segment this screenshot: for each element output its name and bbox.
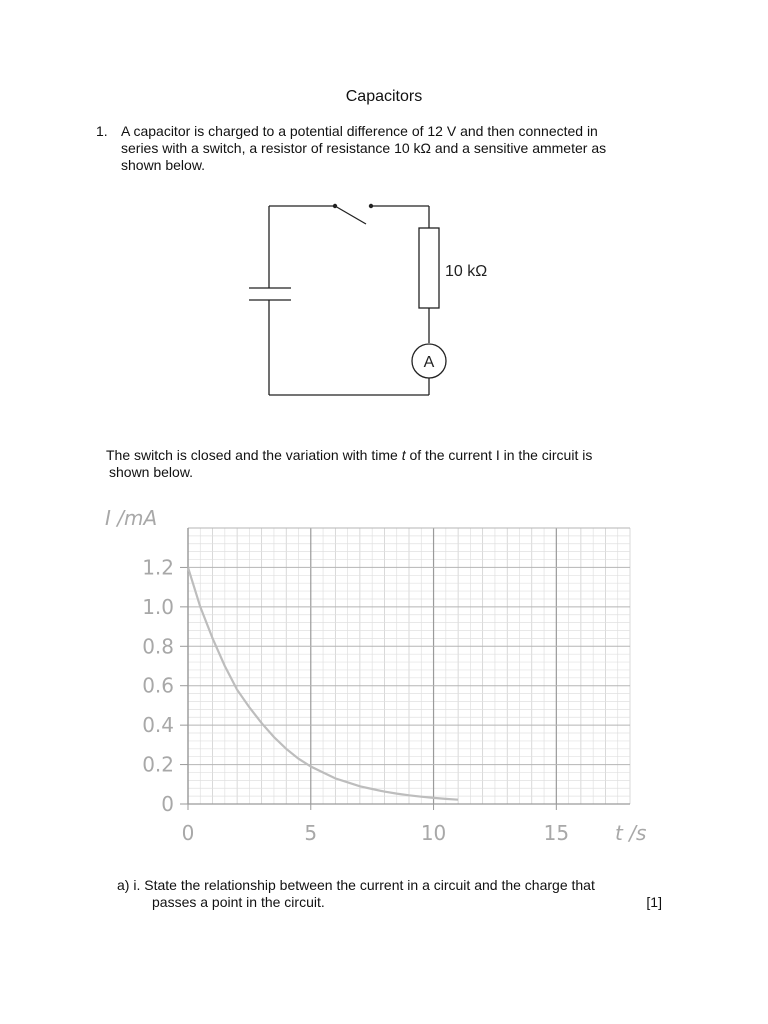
resistor-label: 10 kΩ [445, 263, 488, 280]
switch-blade [335, 206, 366, 224]
part-a-line-2: passes a point in the circuit. [152, 894, 325, 910]
time-variable: t [401, 447, 406, 463]
y-tick-label: 0.2 [142, 752, 174, 777]
question-line-2: series with a switch, a resistor of resistance 10 kΩ and a sensitive ammeter as [121, 140, 607, 156]
question-line-1: A capacitor is charged to a potential difference of 12 V and then connected in [121, 123, 598, 139]
current-time-graph [100, 500, 670, 850]
x-axis-label: t /s [615, 821, 647, 845]
y-tick-label: 0.8 [142, 634, 174, 659]
part-a-marks: [1] [646, 894, 662, 910]
x-tick-label: 10 [420, 821, 447, 845]
switch-contact-right [369, 204, 373, 208]
part-a [117, 877, 662, 911]
ammeter-label: A [423, 354, 435, 371]
x-tick-label: 5 [304, 821, 318, 845]
switch-statement-part2: of the current I in the circuit is [405, 447, 593, 463]
part-a-line-1: State the relationship between the current in a circuit and the charge that [144, 877, 595, 893]
part-a-label: a) [117, 877, 130, 893]
y-tick-label: 0 [161, 792, 174, 816]
page-title: Capacitors [345, 88, 423, 105]
switch-contact-left [333, 204, 337, 208]
x-tick-label: 0 [181, 821, 195, 845]
question-number: 1. [96, 123, 108, 139]
part-a-item: i. [133, 877, 141, 893]
x-tick-label: 15 [543, 821, 570, 845]
question-text [121, 123, 681, 174]
switch-statement-part1: The switch is closed and the variation with time [106, 447, 402, 463]
resistor [419, 228, 439, 308]
question-line-3: shown below. [121, 157, 206, 173]
y-tick-label: 0.4 [142, 713, 174, 738]
y-tick-label: 0.6 [142, 673, 174, 698]
y-tick-label: 1.0 [142, 594, 174, 619]
switch-statement [106, 447, 706, 481]
circuit-diagram [240, 190, 488, 410]
grid-minor [188, 528, 630, 804]
y-tick-label: 1.2 [142, 555, 174, 580]
y-axis-label: I /mA [105, 506, 158, 530]
switch-statement-line-2: shown below. [109, 464, 194, 480]
